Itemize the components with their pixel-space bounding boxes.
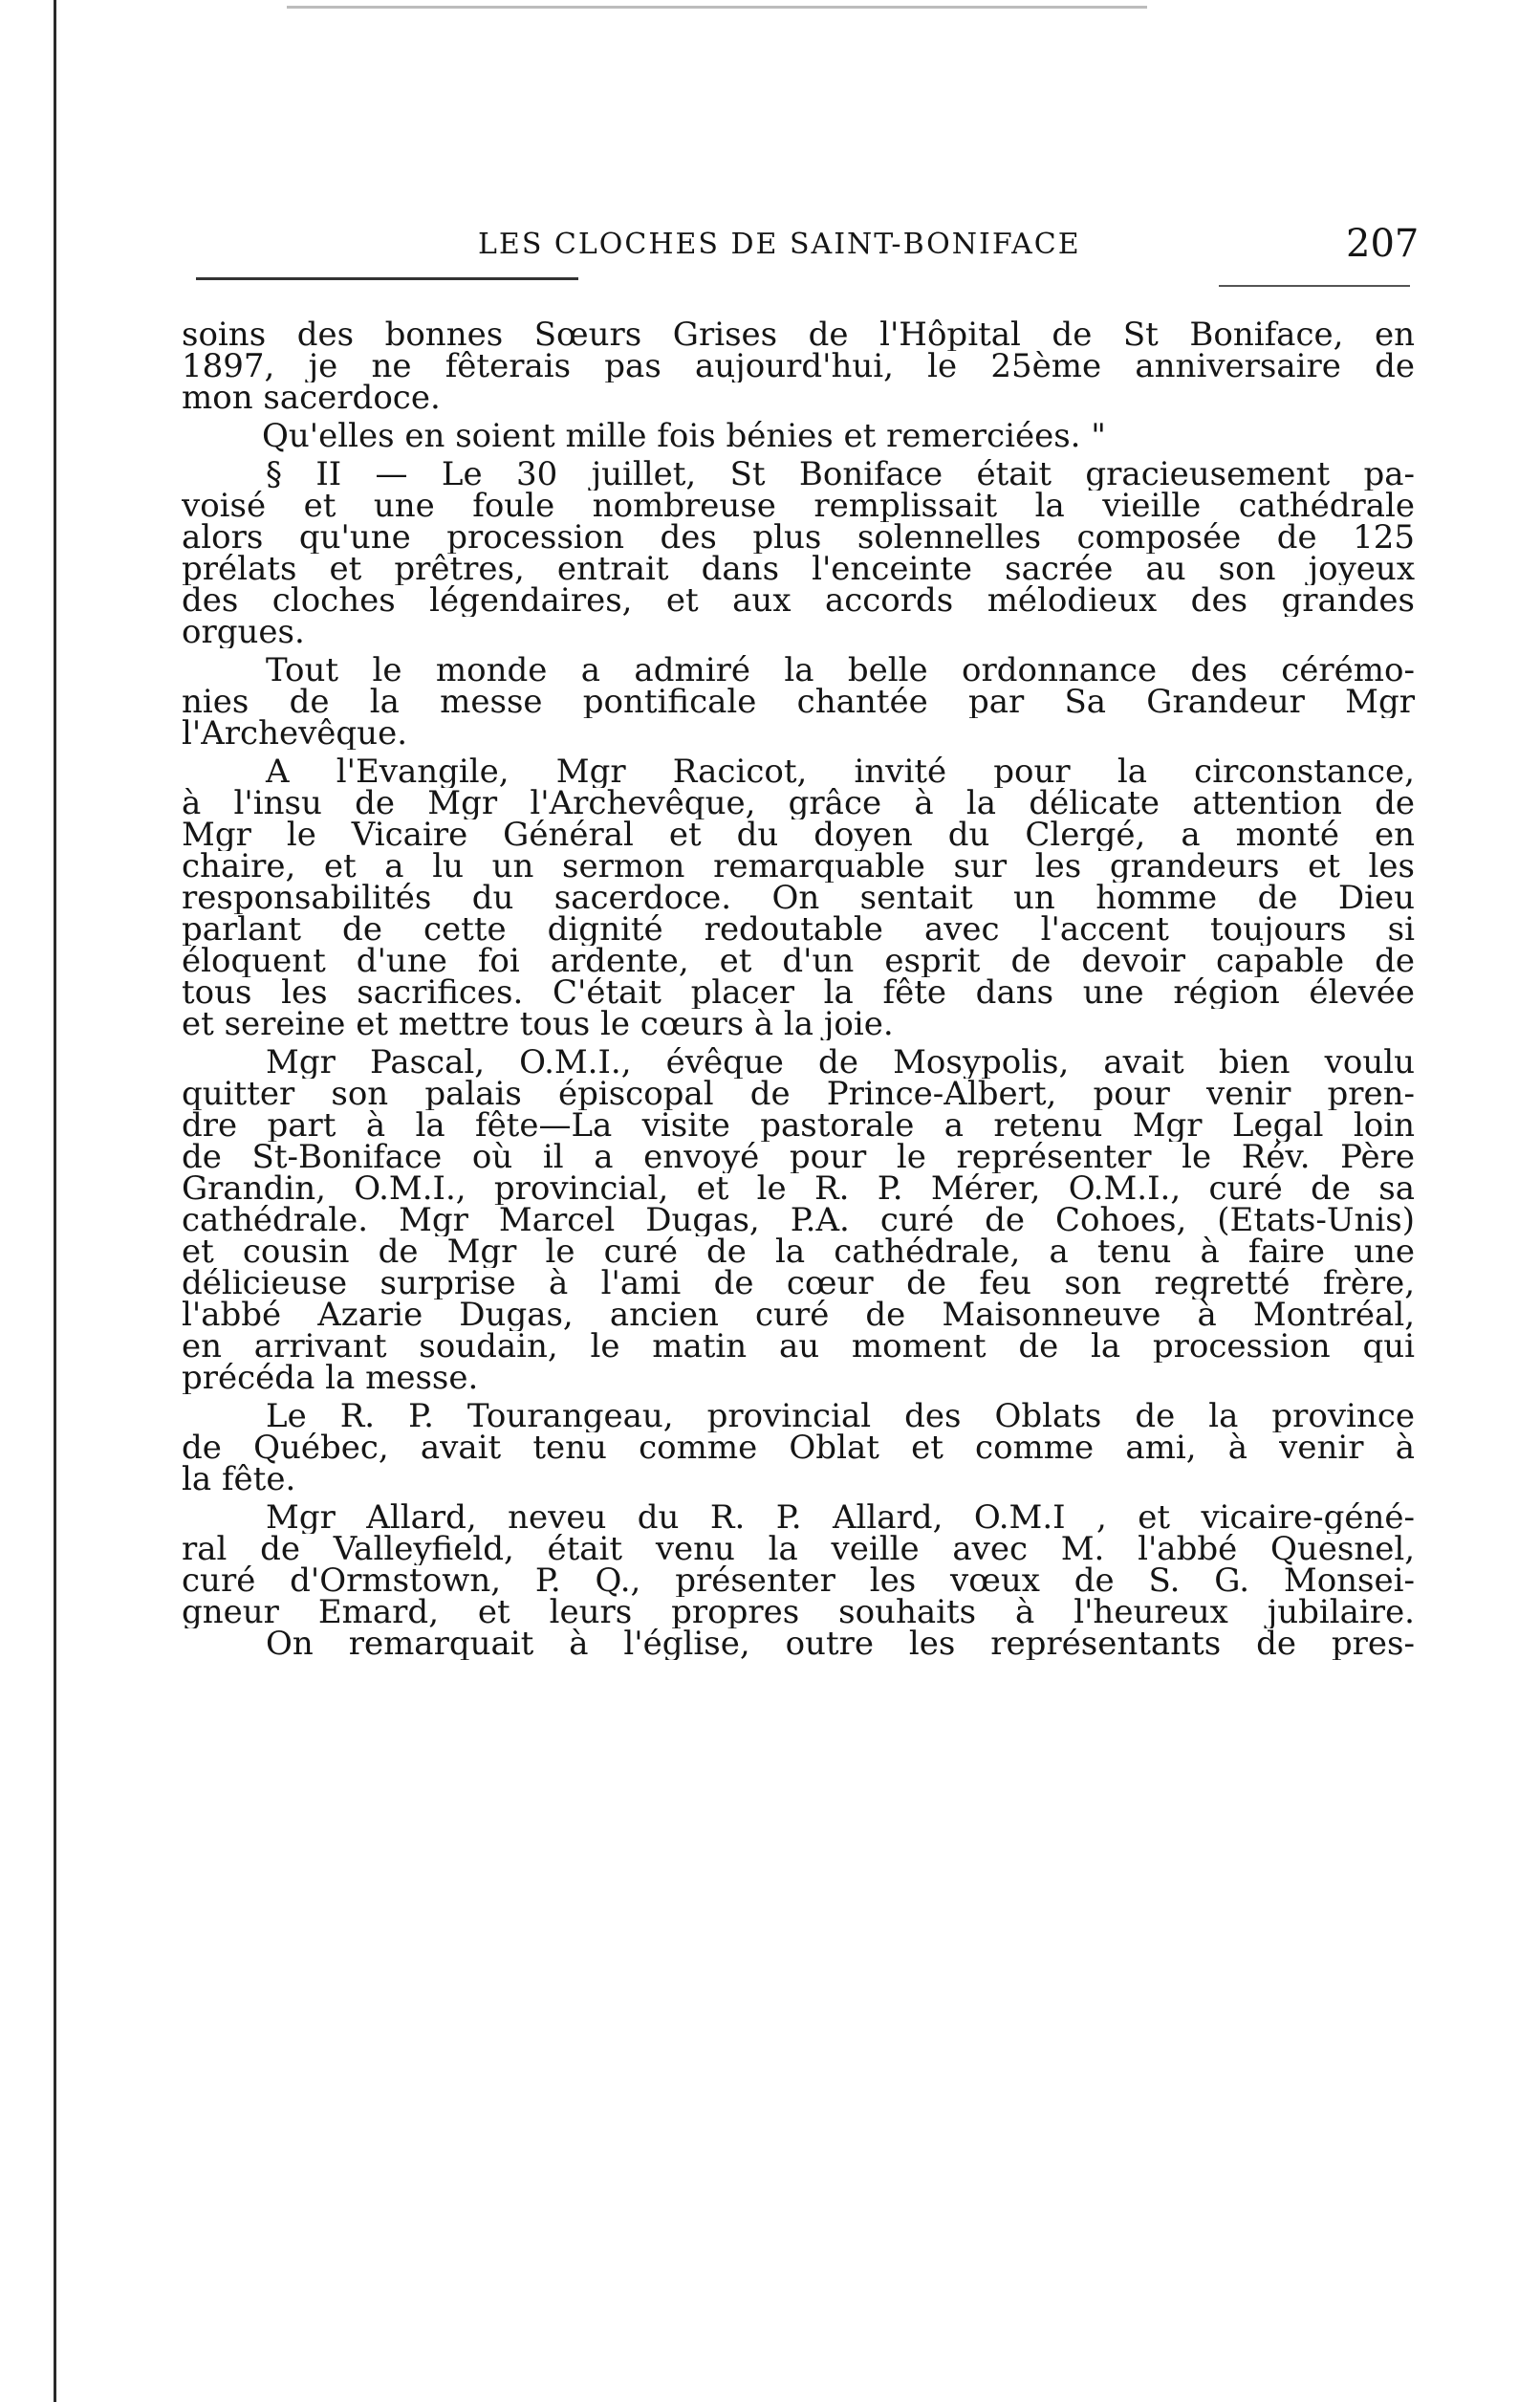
text-line: précéda la messe. (182, 1363, 479, 1394)
text-line: l'Archevêque. (182, 718, 408, 750)
body-text (182, 319, 1415, 1660)
text-line: et cousin de Mgr le curé de la cathédrale, a tenu à faire une (182, 1236, 1415, 1268)
text-line: nies de la messe pontificale chantée par Sa Grandeur Mgr (182, 687, 1415, 718)
text-line: Mgr Allard, neveu du R. P. Allard, O.M.I , et vicaire-géné- (266, 1502, 1415, 1534)
text-line: On remarquait à l'église, outre les représentants de pres- (266, 1628, 1415, 1660)
text-line: Qu'elles en soient mille fois bénies et remerciées. " (262, 421, 1106, 452)
text-line: § II — Le 30 juillet, St Boniface était gracieusement pa- (266, 459, 1415, 491)
text-line: voisé et une foule nombreuse remplissait la vieille cathédrale (182, 491, 1415, 522)
binding-edge-line (54, 0, 56, 2402)
text-line: Mgr Pascal, O.M.I., évêque de Mosypolis, avait bien voulu (266, 1047, 1415, 1079)
text-line: Tout le monde a admiré la belle ordonnance des cérémo- (266, 655, 1415, 687)
text-line: prélats et prêtres, entrait dans l'enceinte sacrée au son joyeux (182, 554, 1415, 585)
text-line: quitter son palais épiscopal de Prince-Albert, pour venir pren- (182, 1079, 1415, 1110)
text-line: Le R. P. Tourangeau, provincial des Oblats de la province (266, 1401, 1415, 1432)
text-line: à l'insu de Mgr l'Archevêque, grâce à la délicate attention de (182, 788, 1415, 819)
text-line: éloquent d'une foi ardente, et d'un esprit de devoir capable de (182, 946, 1415, 977)
text-line: A l'Evangile, Mgr Racicot, invité pour la circonstance, (266, 756, 1415, 788)
text-line: soins des bonnes Sœurs Grises de l'Hôpital de St Boniface, en (182, 319, 1415, 351)
text-line: chaire, et a lu un sermon remarquable sur les grandeurs et les (182, 851, 1415, 883)
text-line: Grandin, O.M.I., provincial, et le R. P. Mérer, O.M.I., curé de sa (182, 1173, 1415, 1205)
text-line: cathédrale. Mgr Marcel Dugas, P.A. curé de Cohoes, (Etats-Unis) (182, 1205, 1415, 1236)
text-line: 1897, je ne fêterais pas aujourd'hui, le 25ème anniversaire de (182, 351, 1415, 382)
running-title: LES CLOCHES DE SAINT-BONIFACE (478, 228, 1081, 261)
header-rule (1219, 285, 1410, 287)
text-line: gneur Emard, et leurs propres souhaits à l'heureux jubilaire. (182, 1597, 1415, 1628)
text-line: parlant de cette dignité redoutable avec l'accent toujours si (182, 914, 1415, 946)
text-line: des cloches légendaires, et aux accords mélodieux des grandes (182, 585, 1415, 617)
top-scan-artifact (287, 6, 1147, 9)
text-line: curé d'Ormstown, P. Q., présenter les vœux de S. G. Monsei- (182, 1565, 1415, 1597)
text-line: la fête. (182, 1464, 296, 1496)
header-rule (196, 277, 578, 280)
text-line: dre part à la fête—La visite pastorale a retenu Mgr Legal loin (182, 1110, 1415, 1142)
text-line: responsabilités du sacerdoce. On sentait un homme de Dieu (182, 883, 1415, 914)
text-line: de St-Boniface où il a envoyé pour le représenter le Rév. Père (182, 1142, 1415, 1173)
text-line: alors qu'une procession des plus solennelles composée de 125 (182, 522, 1415, 554)
text-line: orgues. (182, 617, 305, 648)
text-line: de Québec, avait tenu comme Oblat et comme ami, à venir à (182, 1432, 1415, 1464)
text-line: ral de Valleyfield, était venu la veille avec M. l'abbé Quesnel, (182, 1534, 1415, 1565)
text-line: tous les sacrifices. C'était placer la fête dans une région élevée (182, 977, 1415, 1009)
text-line: Mgr le Vicaire Général et du doyen du Clergé, a monté en (182, 819, 1415, 851)
page-number: 207 (1346, 222, 1420, 266)
text-line: délicieuse surprise à l'ami de cœur de feu son regretté frère, (182, 1268, 1415, 1299)
text-line: en arrivant soudain, le matin au moment de la procession qui (182, 1331, 1415, 1363)
text-line: et sereine et mettre tous le cœurs à la joie. (182, 1009, 894, 1040)
text-line: l'abbé Azarie Dugas, ancien curé de Maisonneuve à Montréal, (182, 1299, 1415, 1331)
text-line: mon sacerdoce. (182, 382, 441, 414)
